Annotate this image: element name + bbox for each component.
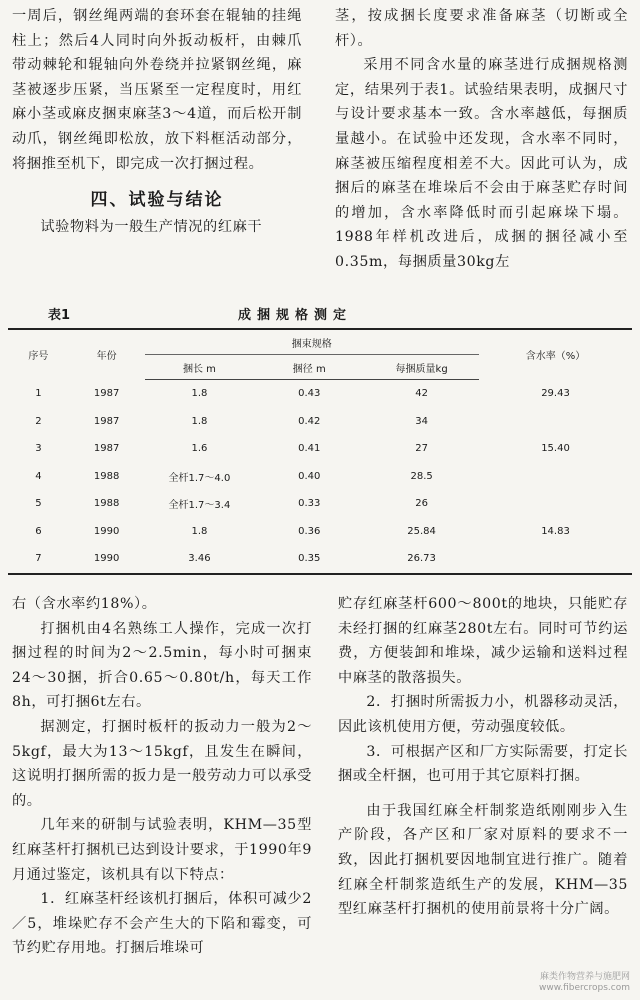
header-no: 序号	[8, 329, 69, 380]
cell-mass: 27	[415, 443, 428, 455]
cell-no: 1	[35, 388, 42, 399]
paragraph-outlook: 由于我国红麻全杆制浆造纸刚刚步入生产阶段，各产区和厂家对原料的要求不一致，因此打捆机要因地制宜进行推广。随着红麻全杆制浆造纸生产的发展，KHM—35型红麻茎杆打捆机的使用前景将十分广阔。	[338, 802, 628, 918]
paragraph-operation: 打捆机由4名熟练工人操作，完成一次打捆过程的时间为2～2.5min，每小时可捆束24～30捆，折合0.65～0.80t/h，每天工作8h，可打捆6t左右。	[12, 620, 312, 711]
header-mass: 每捆质量kg	[364, 355, 479, 380]
table-row	[8, 435, 632, 463]
cell-no: 3	[35, 443, 42, 455]
paragraph-feature-1: 1．红麻茎杆经该机打捆后，体积可减少2／5，堆垛贮存不会产生大的下陷和霉变，可节约贮存用地。打捆后堆垛可	[12, 891, 312, 957]
cell-diameter: 0.35	[254, 545, 364, 574]
cell-length: 全杆1.7～3.4	[168, 500, 231, 512]
right-column-top	[335, 4, 628, 275]
paragraph-conclusion: 几年来的研制与试验表明，KHM—35型红麻茎杆打捆机已达到设计要求，于1990年9月通过鉴定，该机具有以下特点：	[12, 817, 312, 883]
cell-length: 1.8	[191, 415, 208, 427]
cell-diameter: 0.42	[298, 415, 321, 427]
cell-moisture: 29.43	[541, 388, 570, 399]
site-watermark	[539, 972, 630, 994]
cell-mass: 42	[415, 388, 428, 400]
header-length: 捆长 m	[145, 355, 255, 380]
cell-no: 2	[35, 415, 42, 427]
watermark-line-1: 麻类作物营养与施肥网	[539, 972, 630, 982]
cell-no: 6	[35, 525, 42, 537]
cell-year: 1988	[93, 470, 120, 482]
header-diameter: 捆径 m	[254, 355, 364, 380]
cell-year: 1987	[93, 388, 120, 399]
cell-length: 1.8	[191, 388, 208, 400]
cell-year: 1990	[69, 545, 145, 574]
table-row	[8, 463, 632, 491]
table-row	[8, 545, 632, 574]
header-moisture: 含水率（%）	[479, 329, 632, 380]
watermark-line-2: www.fibercrops.com	[539, 983, 630, 993]
table-row	[8, 518, 632, 546]
header-bale-spec: 捆束规格	[145, 329, 480, 355]
cell-diameter: 0.33	[298, 498, 321, 510]
paragraph-storage: 贮存红麻茎杆600～800t的地块，只能贮存未经打捆的红麻茎280t左右。同时可节约运费，方便装卸和堆垛，减少运输和送料过程中麻茎的散落损失。	[338, 596, 628, 686]
table-row	[8, 408, 632, 436]
cell-diameter: 0.43	[298, 388, 321, 400]
cell-no: 7	[8, 545, 69, 574]
table-body	[8, 380, 632, 574]
cell-moisture	[479, 408, 632, 436]
paragraph-feature-2: 2．打捆时所需扳力小，机器移动灵活，因此该机使用方便，劳动强度较低。	[338, 694, 628, 735]
paragraph-test-material: 试验物料为一般生产情况的红麻干	[40, 218, 263, 235]
cell-mass: 25.84	[407, 525, 436, 537]
cell-year: 1987	[93, 443, 120, 455]
table-row	[8, 380, 632, 408]
cell-moisture	[479, 545, 632, 574]
cell-year: 1987	[93, 415, 120, 427]
cell-no: 4	[35, 470, 42, 482]
cell-length: 全杆1.7～4.0	[168, 472, 231, 484]
paragraph-baling-process: 一周后，钢丝绳两端的套环套在辊轴的挂绳柱上；然后4人同时向外扳动板杆，由棘爪带动棘轮和辊轴向外卷绕并拉紧钢丝绳，麻茎被逐步压紧，当压紧至一定程度时，用红麻小茎或麻皮捆束麻茎3～4道，而后松开制动爪，钢丝绳即松放，放下料框活动部分，将捆推至机下，即完成一次打捆过程。	[12, 8, 302, 172]
paragraph-moisture-note: 右（含水率约18%）。	[12, 596, 157, 612]
cell-length: 3.46	[145, 545, 255, 574]
paragraph-feature-3: 3．可根据产区和厂方实际需要，打定长捆或全杆捆，也可用于其它原料打捆。	[338, 743, 628, 785]
cell-mass: 26	[415, 498, 428, 510]
bale-spec-table	[8, 328, 632, 575]
cell-moisture	[479, 490, 632, 518]
table-title: 成捆规格测定	[238, 308, 353, 323]
cell-length: 1.6	[191, 443, 208, 455]
cell-no: 5	[35, 498, 42, 510]
paragraph-force: 据测定，打捆时板杆的扳动力一般为2～5kgf，最大为13～15kgf，且发生在瞬间，这说明打捆所需的扳力是一般劳动力可以承受的。	[12, 718, 312, 809]
cell-year: 1990	[93, 525, 120, 537]
table-label: 表1	[48, 308, 71, 323]
cell-length: 1.8	[191, 525, 208, 537]
cell-mass: 34	[415, 415, 428, 427]
right-column-bottom	[338, 592, 628, 922]
cell-mass: 26.73	[364, 545, 479, 574]
cell-diameter: 0.36	[298, 525, 321, 537]
table-row	[8, 490, 632, 518]
cell-moisture: 14.83	[541, 525, 570, 537]
left-column-top	[12, 4, 302, 239]
section-heading: 四、试验与结论	[90, 190, 224, 211]
cell-diameter: 0.40	[298, 470, 321, 482]
cell-year: 1988	[93, 498, 120, 510]
paragraph-stalk-preparation: 茎，按成捆长度要求准备麻茎（切断或全杆）。	[335, 8, 628, 49]
cell-diameter: 0.41	[298, 443, 321, 455]
cell-mass: 28.5	[410, 470, 433, 482]
cell-moisture: 15.40	[541, 443, 570, 455]
cell-moisture	[479, 463, 632, 491]
paragraph-gap	[338, 789, 628, 799]
paragraph-test-results: 采用不同含水量的麻茎进行成捆规格测定，结果列于表1。试验结果表明，成捆尺寸与设计要求基本一致。含水率越低，每捆质量越小。在试验中还发现，含水率不同时，麻茎被压缩程度相差不大。因此可认为，成捆后的麻茎在堆垛后不会由于麻茎贮存时间的增加，含水率降低时而引起麻垛下塌。1988年样机改进后，成捆的捆径减小至0.35m，每捆质量30kg左	[335, 57, 628, 270]
left-column-bottom	[12, 592, 312, 961]
header-year: 年份	[69, 329, 145, 380]
